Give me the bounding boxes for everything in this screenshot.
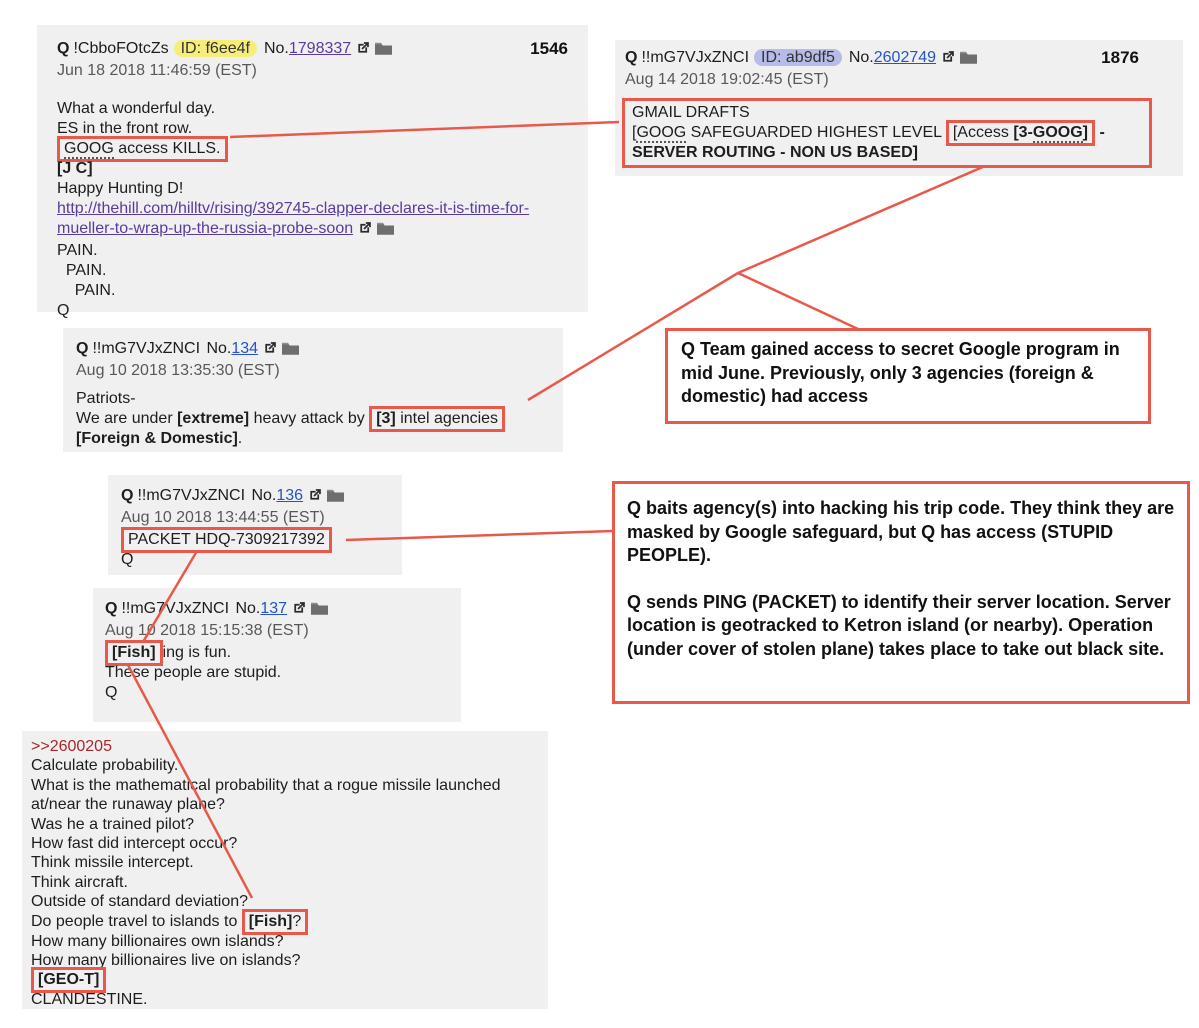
post-date: Aug 10 2018 13:44:55 (EST) bbox=[121, 509, 325, 526]
text-segment: intel agencies bbox=[395, 410, 499, 427]
text-segment: CLANDESTINE. bbox=[31, 991, 148, 1009]
text-segment: What is the mathematical probability that a rogue missile launched at/near the runaway plane? bbox=[31, 776, 501, 814]
inline-link[interactable]: >>2600205 bbox=[31, 738, 112, 755]
post-date: Aug 10 2018 15:15:38 (EST) bbox=[105, 622, 309, 639]
folder-icon[interactable] bbox=[327, 488, 344, 508]
text-segment: Q bbox=[105, 684, 118, 701]
post-header bbox=[625, 48, 1173, 70]
text-segment: Outside of standard deviation? bbox=[31, 893, 249, 911]
post-body bbox=[105, 643, 449, 703]
post-line bbox=[57, 179, 568, 199]
external-link-icon[interactable] bbox=[308, 488, 322, 508]
text-segment: Think missile intercept. bbox=[31, 854, 194, 872]
text-segment: Q bbox=[57, 302, 70, 319]
red-highlight-box bbox=[946, 120, 1095, 146]
post-line bbox=[57, 301, 568, 321]
post-line bbox=[31, 834, 539, 853]
text-segment: PAIN. bbox=[57, 282, 116, 299]
post-tripcode: !!mG7VJxZNCI bbox=[92, 340, 201, 357]
post-line bbox=[31, 990, 539, 1009]
post-number-link[interactable]: 136 bbox=[276, 487, 304, 504]
post-count: 1546 bbox=[530, 39, 568, 58]
text-segment: We are under bbox=[76, 410, 178, 427]
text-segment: GOOG bbox=[1032, 124, 1083, 141]
post-line bbox=[31, 912, 539, 932]
text-segment: ES bbox=[57, 120, 79, 137]
post-no-label: No. bbox=[235, 600, 261, 617]
post-header bbox=[105, 599, 449, 621]
post-number-link[interactable]: 134 bbox=[231, 340, 259, 357]
text-segment: [Fish] bbox=[112, 644, 156, 661]
post-tripcode: !CbboFOtcZs bbox=[73, 40, 169, 57]
text-segment: PAIN. bbox=[57, 242, 98, 259]
post-line bbox=[105, 683, 449, 703]
folder-icon[interactable] bbox=[375, 41, 392, 61]
text-segment: [extreme] bbox=[177, 410, 250, 427]
text-segment: [GEO-T] bbox=[38, 971, 100, 989]
external-link-icon[interactable] bbox=[358, 221, 372, 241]
text-segment: These people are stupid. bbox=[105, 664, 282, 681]
post-tripcode: !!mG7VJxZNCI bbox=[121, 600, 230, 617]
post-1876 bbox=[615, 40, 1183, 176]
text-segment: [3] bbox=[376, 410, 396, 427]
post-line bbox=[57, 199, 568, 241]
post-body bbox=[76, 389, 550, 449]
post-author: Q bbox=[121, 487, 134, 504]
text-segment: ? bbox=[292, 912, 302, 930]
connector-line-access-to-junction bbox=[738, 166, 985, 273]
post-date: Aug 14 2018 19:02:45 (EST) bbox=[625, 71, 829, 88]
text-segment: SAFEGUARDED HIGHEST LEVEL bbox=[686, 124, 946, 141]
post-line bbox=[31, 853, 539, 872]
text-segment: ing is fun. bbox=[162, 644, 232, 661]
post-tripcode: !!mG7VJxZNCI bbox=[641, 49, 750, 66]
red-highlight-box bbox=[121, 527, 332, 553]
annotation-google-access bbox=[665, 328, 1151, 424]
post-tripcode: !!mG7VJxZNCI bbox=[137, 487, 246, 504]
post-header bbox=[121, 486, 389, 508]
text-segment: [J C] bbox=[57, 160, 93, 177]
text-segment: [Access bbox=[952, 124, 1014, 141]
text-segment: Think aircraft. bbox=[31, 873, 128, 891]
external-link-icon[interactable] bbox=[263, 341, 277, 361]
text-segment: access KILLS. bbox=[113, 140, 221, 157]
text-segment: [Foreign & Domestic] bbox=[76, 430, 238, 447]
text-segment: How many billionaires own islands? bbox=[31, 932, 284, 950]
post-line bbox=[57, 241, 568, 261]
post-number-link[interactable]: 137 bbox=[260, 600, 288, 617]
post-body bbox=[31, 737, 539, 1010]
text-segment: Was he a trained pilot? bbox=[31, 815, 195, 833]
post-date: Aug 10 2018 13:35:30 (EST) bbox=[76, 362, 280, 379]
text-segment: How many billionaires live on islands? bbox=[31, 952, 301, 970]
post-137 bbox=[93, 588, 461, 722]
external-link-icon[interactable] bbox=[941, 50, 955, 70]
post-body bbox=[121, 530, 389, 570]
annotation-paragraph: Q Team gained access to secret Google program in mid June. Previously, only 3 agencies (foreign & domestic) had access bbox=[681, 339, 1120, 406]
post-134 bbox=[63, 328, 563, 452]
poster-id-badge: ID: ab9df5 bbox=[754, 49, 842, 66]
text-segment: GOOG bbox=[64, 140, 114, 157]
post-author: Q bbox=[57, 40, 70, 57]
post-line bbox=[57, 99, 568, 119]
post-line bbox=[31, 737, 539, 756]
text-segment: SERVER ROUTING - NON US BASED] bbox=[632, 144, 918, 161]
post-line bbox=[105, 643, 449, 663]
connector-line-junction-to-annotation bbox=[738, 273, 858, 329]
post-line bbox=[31, 815, 539, 834]
text-segment: [ bbox=[632, 124, 637, 141]
post-line bbox=[31, 756, 539, 775]
post-author: Q bbox=[76, 340, 89, 357]
post-header bbox=[57, 39, 568, 61]
post-number-link[interactable]: 2602749 bbox=[873, 49, 937, 66]
text-segment: Happy Hunting D! bbox=[57, 180, 184, 197]
red-highlight-box bbox=[242, 909, 308, 935]
post-line bbox=[57, 281, 568, 301]
post-no-label: No. bbox=[263, 40, 289, 57]
text-segment: How fast did intercept occur? bbox=[31, 835, 238, 853]
text-segment: PAIN. bbox=[57, 262, 107, 279]
text-segment: Do people travel to islands to bbox=[31, 912, 242, 930]
annotation-paragraph: Q baits agency(s) into hacking his trip code. They think they are masked by Google safeguard, but Q has access (STUPID PEOPLE). bbox=[627, 498, 1175, 565]
post-1546 bbox=[37, 25, 588, 319]
text-segment: in the front row. bbox=[78, 120, 193, 137]
text-segment: [Fish] bbox=[248, 912, 293, 930]
post-author: Q bbox=[625, 49, 638, 66]
reply-2600205 bbox=[22, 731, 548, 1009]
post-count: 1876 bbox=[1101, 48, 1139, 67]
post-body bbox=[57, 99, 568, 321]
annotation-paragraph: Q sends PING (PACKET) to identify their server location. Server location is geotracked to Ketron island (or nearby). Operation (under cover of stolen plane) takes place to take out black site. bbox=[627, 591, 1171, 659]
text-segment: GOOG bbox=[636, 124, 687, 141]
external-link-icon[interactable] bbox=[292, 601, 306, 621]
text-segment: [3- bbox=[1013, 124, 1033, 141]
post-number-link[interactable]: 1798337 bbox=[288, 40, 352, 57]
post-line bbox=[57, 261, 568, 281]
text-segment: PACKET HDQ-7309217392 bbox=[128, 531, 325, 548]
post-header bbox=[76, 339, 550, 361]
post-date: Jun 18 2018 11:46:59 (EST) bbox=[57, 62, 257, 79]
poster-id-badge: ID: f6ee4f bbox=[174, 40, 257, 57]
folder-icon[interactable] bbox=[311, 601, 328, 621]
external-link-icon[interactable] bbox=[356, 41, 370, 61]
annotation-q-baits bbox=[612, 481, 1190, 704]
text-segment: Calculate probability. bbox=[31, 757, 179, 775]
post-line bbox=[76, 429, 550, 449]
text-segment: . bbox=[237, 430, 243, 447]
text-segment: ] bbox=[1082, 124, 1088, 141]
post-line bbox=[57, 139, 568, 159]
post-line bbox=[31, 776, 539, 815]
post-136 bbox=[108, 475, 402, 575]
post-line bbox=[76, 409, 550, 429]
post-no-label: No. bbox=[251, 487, 277, 504]
text-segment: Q bbox=[121, 551, 134, 568]
post-line bbox=[105, 663, 449, 683]
post-line bbox=[31, 951, 539, 970]
post-body-red-frame bbox=[622, 98, 1152, 168]
post-line bbox=[31, 873, 539, 892]
post-no-label: No. bbox=[206, 340, 232, 357]
post-line bbox=[632, 123, 1142, 143]
text-segment: - bbox=[1095, 124, 1105, 141]
folder-icon[interactable] bbox=[377, 221, 394, 241]
folder-icon[interactable] bbox=[282, 341, 299, 361]
post-line bbox=[121, 550, 389, 570]
red-highlight-box bbox=[369, 406, 505, 432]
post-no-label: No. bbox=[848, 49, 874, 66]
post-line bbox=[632, 143, 1142, 163]
text-segment: What a wonderful day. bbox=[57, 100, 216, 117]
post-line bbox=[57, 159, 568, 179]
inline-link[interactable]: http://thehill.com/hilltv/rising/392745-clapper-declares-it-is-time-for-mueller-to-wrap-up-the-russia-probe-soon bbox=[57, 200, 530, 237]
post-author: Q bbox=[105, 600, 118, 617]
text-segment: Patriots- bbox=[76, 390, 136, 407]
folder-icon[interactable] bbox=[960, 50, 977, 70]
text-segment: GMAIL DRAFTS bbox=[632, 104, 750, 121]
post-line bbox=[31, 970, 539, 990]
text-segment: heavy attack by bbox=[249, 410, 370, 427]
post-line bbox=[121, 530, 389, 550]
